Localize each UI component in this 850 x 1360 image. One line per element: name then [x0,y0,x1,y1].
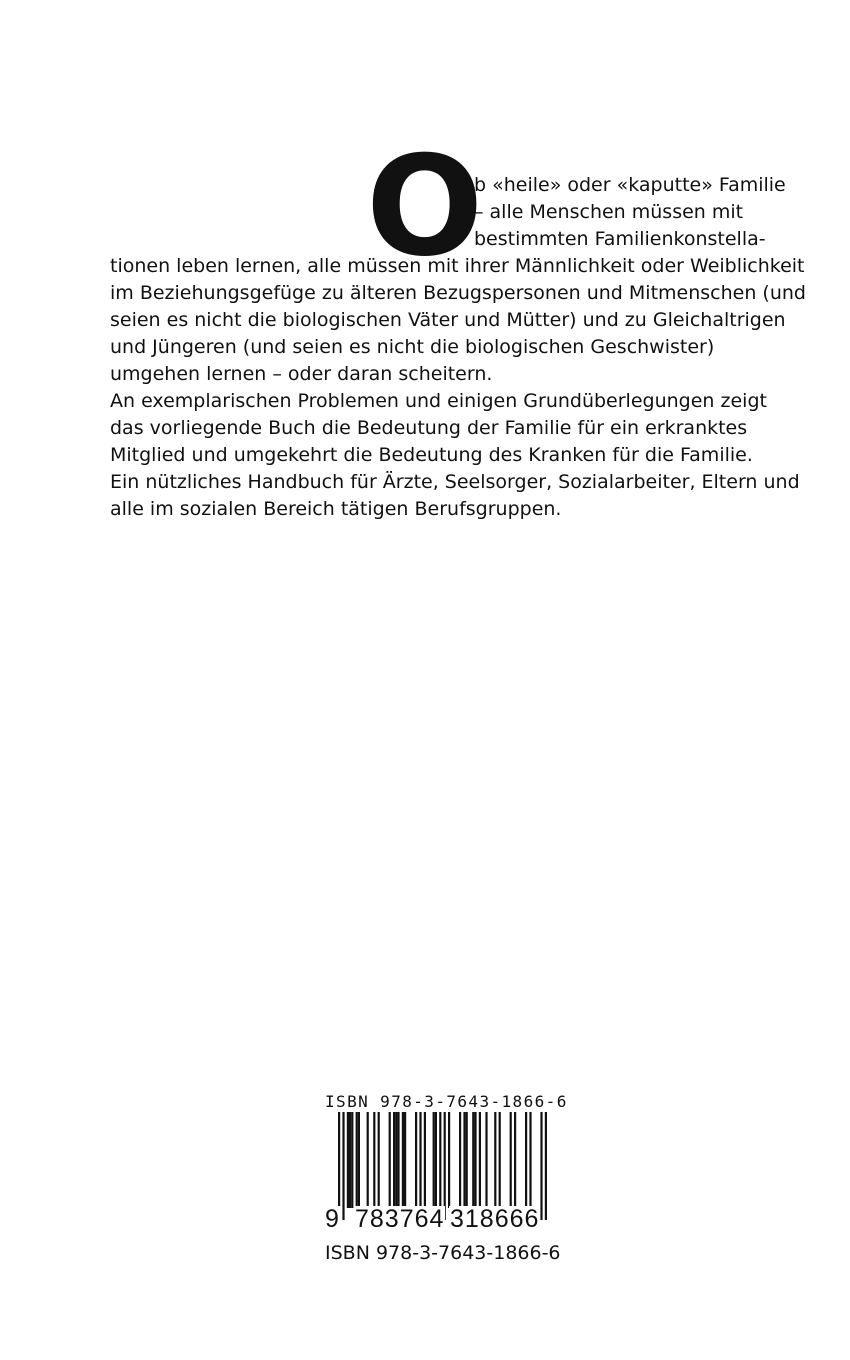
barcode-bar [373,1112,375,1208]
barcode-bar [419,1112,421,1208]
barcode-bar [378,1112,380,1208]
barcode-digits-right: 318666 [450,1205,540,1233]
blurb-line: tionen leben lernen, alle müssen mit ihrer Männlichkeit oder Weiblichkeit [110,255,805,277]
barcode-bar [529,1112,531,1208]
barcode-bar [397,1112,399,1208]
barcode-bar [349,1112,351,1208]
barcode-guard-bar [545,1112,547,1220]
barcode-bar [433,1112,435,1208]
barcode-digit-first: 9 [325,1205,340,1233]
barcode-bar [424,1112,426,1208]
barcode-bar [435,1112,437,1208]
blurb-line: bestimmten Familienkonstella- [474,228,766,250]
barcode-bar [525,1112,527,1208]
blurb-line: im Beziehungsgefüge zu älteren Bezugspersonen und Mitmenschen (und [110,282,806,304]
barcode-guard-bar [444,1112,446,1220]
blurb-line: An exemplarischen Problemen und einigen Grundüberlegungen zeigt [110,390,767,412]
blurb-line: das vorliegende Buch die Bedeutung der Familie für ein erkranktes [110,417,748,439]
barcode-bar [472,1112,474,1208]
barcode-bar [494,1112,496,1208]
barcode-bar [459,1112,461,1208]
barcode-bar [351,1112,353,1208]
blurb-text [0,0,850,560]
barcode-guard-bar [439,1112,441,1220]
barcode-bar [466,1112,468,1208]
blurb-line: umgehen lernen – oder daran scheitern. [110,363,493,385]
barcode-bar [356,1112,358,1208]
blurb-line: Mitglied und umgekehrt die Bedeutung des Kranken für die Familie. [110,444,753,466]
blurb-line: alle im sozialen Bereich tätigen Berufsgruppen. [110,498,562,520]
isbn-top-label: ISBN 978-3-7643-1866-6 [325,1092,568,1111]
barcode-bar [367,1112,369,1208]
blurb-line: Ein nützliches Handbuch für Ärzte, Seelsorger, Sozialarbeiter, Eltern und [110,471,800,493]
barcode-bar [347,1112,349,1208]
barcode-bar [402,1112,404,1208]
blurb-line: und Jüngeren (und seien es nicht die biologischen Geschwister) [110,336,715,358]
barcode-bar [404,1112,406,1208]
drop-cap: O [366,126,484,287]
barcode-guard-bar [540,1112,542,1220]
barcode-bar [393,1112,395,1208]
barcode-bar [479,1112,481,1208]
barcode-bar [485,1112,487,1208]
blurb-line: – alle Menschen müssen mit [474,201,744,223]
blurb-line: seien es nicht die biologischen Väter und Mütter) und zu Gleichaltrigen [110,309,786,331]
barcode-bar [510,1112,512,1208]
barcode-bar [395,1112,397,1208]
barcode-bar [463,1112,465,1208]
barcode-bar [389,1112,391,1208]
barcode-guard-bar [342,1112,344,1220]
barcode-bar [358,1112,360,1208]
barcode-bar [514,1112,516,1208]
barcode-bar [448,1112,450,1208]
isbn-bottom-label: ISBN 978-3-7643-1866-6 [325,1242,561,1264]
barcode-digits-left: 783764 [355,1205,445,1233]
blurb-line: b «heile» oder «kaputte» Familie [474,174,786,196]
barcode-bar [474,1112,476,1208]
barcode-bar [415,1112,417,1208]
barcode-bar [499,1112,501,1208]
barcode-guard-bar [338,1112,340,1220]
